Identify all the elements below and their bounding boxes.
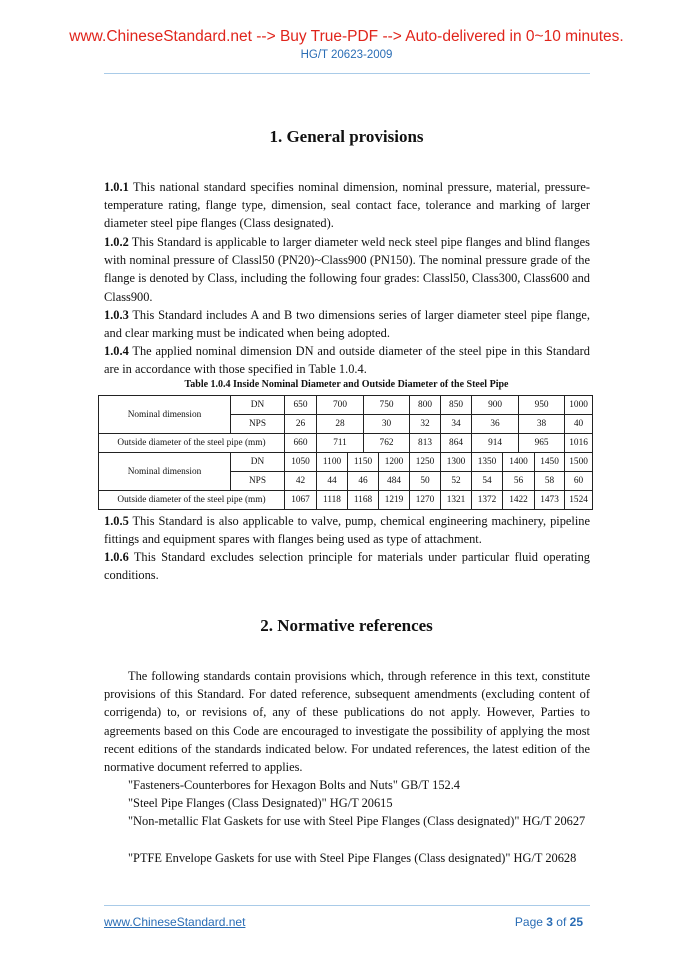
clause-text: This Standard is also applicable to valve, pump, chemical engineering machinery, pipeline fittings and equipment spares with flanges being used as type of attachment. xyxy=(104,514,590,547)
table-row xyxy=(99,434,593,453)
cell: 32 xyxy=(410,415,441,434)
cell: 914 xyxy=(472,434,519,453)
cell: 56 xyxy=(503,472,535,491)
cell: 900 xyxy=(472,396,519,415)
cell: 46 xyxy=(348,472,379,491)
pipe-diameter-table xyxy=(98,395,593,510)
reference-item: "Steel Pipe Flanges (Class Designated)" HG/T 20615 xyxy=(128,796,393,810)
cell: 650 xyxy=(285,396,317,415)
cell: 800 xyxy=(410,396,441,415)
cell: 1321 xyxy=(441,491,472,510)
cell: 1000 xyxy=(565,396,593,415)
cell: 1050 xyxy=(285,453,317,472)
cell: 52 xyxy=(441,472,472,491)
cell: 54 xyxy=(472,472,503,491)
cell: 1473 xyxy=(535,491,565,510)
cell: 1422 xyxy=(503,491,535,510)
table-row xyxy=(99,491,593,510)
cell: 660 xyxy=(285,434,317,453)
page-current: 3 xyxy=(546,915,553,929)
row-label-od: Outside diameter of the steel pipe (mm) xyxy=(99,434,285,453)
table-row xyxy=(99,453,593,472)
row-label-nominal: Nominal dimension xyxy=(99,396,231,434)
cell: 1372 xyxy=(472,491,503,510)
cell: 1350 xyxy=(472,453,503,472)
section-2-title: 2. Normative references xyxy=(260,616,433,635)
clause-number: 1.0.6 xyxy=(104,550,129,564)
cell: 762 xyxy=(364,434,410,453)
cell: 813 xyxy=(410,434,441,453)
cell: 1118 xyxy=(317,491,348,510)
cell: 1250 xyxy=(410,453,441,472)
row-label-dn: DN xyxy=(231,396,285,415)
reference-item: "Non-metallic Flat Gaskets for use with Steel Pipe Flanges (Class designated)" HG/T 20627 xyxy=(128,814,586,828)
cell: 1270 xyxy=(410,491,441,510)
page-total: 25 xyxy=(569,915,583,929)
document-code: HG/T 20623-2009 xyxy=(300,49,393,61)
cell: 38 xyxy=(519,415,565,434)
cell: 700 xyxy=(317,396,364,415)
cell: 44 xyxy=(317,472,348,491)
cell: 864 xyxy=(441,434,472,453)
cell: 28 xyxy=(317,415,364,434)
cell: 1067 xyxy=(285,491,317,510)
cell: 750 xyxy=(364,396,410,415)
cell: 60 xyxy=(565,472,593,491)
row-label-od: Outside diameter of the steel pipe (mm) xyxy=(99,491,285,510)
cell: 1524 xyxy=(565,491,593,510)
clause-1-0-4 xyxy=(104,342,590,378)
cell: 1016 xyxy=(565,434,593,453)
footer-site-link[interactable]: www.ChineseStandard.net xyxy=(104,915,246,929)
header-divider xyxy=(104,73,590,74)
cell: 1100 xyxy=(317,453,348,472)
cell: 30 xyxy=(364,415,410,434)
cell: 850 xyxy=(441,396,472,415)
row-label-nps: NPS xyxy=(231,472,285,491)
cell: 950 xyxy=(519,396,565,415)
page-of: of xyxy=(552,915,570,929)
row-label-dn: DN xyxy=(231,453,285,472)
clause-text: This Standard is applicable to larger diameter weld neck steel pipe flanges and blind flanges with nominal pressure of Classl50 (PN20)~Class900 (PN150). The nominal pressure grade of the flange is denoted by Class, including the following four grades: Classl50, Class300, Class600 and Class900. xyxy=(104,235,590,304)
row-label-nominal: Nominal dimension xyxy=(99,453,231,491)
footer-divider xyxy=(104,905,590,906)
clause-number: 1.0.4 xyxy=(104,344,129,358)
cell: 1400 xyxy=(503,453,535,472)
clause-text: This national standard specifies nominal dimension, nominal pressure, material, pressure-temperature rating, flange type, dimension, seal contact face, tolerance and marking of larger diameter steel pipe flanges (Class designated). xyxy=(104,180,590,231)
reference-item: "Fasteners-Counterbores for Hexagon Bolts and Nuts" GB/T 152.4 xyxy=(128,778,460,792)
normative-intro: The following standards contain provisions which, through reference in this text, constitute provisions of this Standard. For dated reference, subsequent amendments (excluding content of corrigenda) to, or revisions of, any of these publications do not apply. However, Parties to agreements based on this Code are encouraged to investigate the possibility of applying the most recent editions of the standards indicated below. For undated references, the latest edition of the normative document referred to applies. xyxy=(104,669,590,775)
clause-1-0-6 xyxy=(104,548,590,584)
cell: 711 xyxy=(317,434,364,453)
clause-text: This Standard excludes selection principle for materials under particular fluid operating conditions. xyxy=(104,550,590,583)
cell: 50 xyxy=(410,472,441,491)
clause-1-0-5 xyxy=(104,512,590,548)
clause-number: 1.0.1 xyxy=(104,180,129,194)
cell: 1219 xyxy=(379,491,410,510)
cell: 34 xyxy=(441,415,472,434)
cell: 1450 xyxy=(535,453,565,472)
cell: 36 xyxy=(472,415,519,434)
clause-1-0-1 xyxy=(104,178,590,233)
cell: 1200 xyxy=(379,453,410,472)
clause-1-0-3 xyxy=(104,306,590,342)
clause-text: This Standard includes A and B two dimensions series of larger diameter steel pipe flange, and clear marking must be indicated when being adopted. xyxy=(104,308,590,341)
cell: 1168 xyxy=(348,491,379,510)
clause-number: 1.0.5 xyxy=(104,514,129,528)
cell: 42 xyxy=(285,472,317,491)
clause-number: 1.0.2 xyxy=(104,235,129,249)
cell: 26 xyxy=(285,415,317,434)
promo-banner[interactable]: www.ChineseStandard.net --> Buy True-PDF --> Auto-delivered in 0~10 minutes. xyxy=(69,28,624,45)
clause-number: 1.0.3 xyxy=(104,308,129,322)
page-prefix: Page xyxy=(514,915,547,929)
table-row xyxy=(99,396,593,415)
clause-text: The applied nominal dimension DN and outside diameter of the steel pipe in this Standard are in accordance with those specified in Table 1.0.4. xyxy=(104,344,590,377)
table-caption: Table 1.0.4 Inside Nominal Diameter and Outside Diameter of the Steel Pipe xyxy=(184,379,509,390)
cell: 965 xyxy=(519,434,565,453)
section-1-title: 1. General provisions xyxy=(269,127,424,146)
clause-1-0-2 xyxy=(104,233,590,306)
page-indicator xyxy=(515,915,583,929)
cell: 58 xyxy=(535,472,565,491)
cell: 1500 xyxy=(565,453,593,472)
cell: 484 xyxy=(379,472,410,491)
cell: 1300 xyxy=(441,453,472,472)
reference-item: "PTFE Envelope Gaskets for use with Steel Pipe Flanges (Class designated)" HG/T 20628 xyxy=(128,851,577,865)
row-label-nps: NPS xyxy=(231,415,285,434)
cell: 40 xyxy=(565,415,593,434)
cell: 1150 xyxy=(348,453,379,472)
